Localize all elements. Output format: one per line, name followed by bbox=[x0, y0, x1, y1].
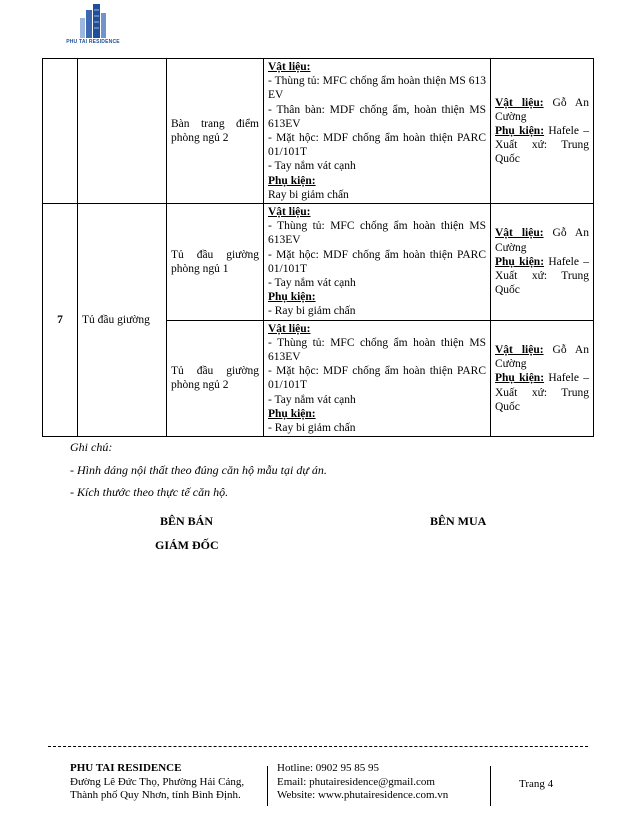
spec-cell bbox=[264, 59, 491, 204]
footer-divider bbox=[48, 746, 588, 747]
note-line: - Hình dáng nội thất theo đúng căn hộ mẫu tại dự án. bbox=[70, 462, 327, 477]
spec-cell bbox=[264, 320, 491, 437]
logo-text: PHU TAI RESIDENCE bbox=[66, 39, 120, 45]
director-label: GIÁM ĐỐC bbox=[155, 538, 219, 552]
footer-separator bbox=[490, 766, 491, 806]
seller-label: BÊN BÁN bbox=[160, 514, 214, 528]
brand-material-label: Vật liệu: bbox=[495, 96, 544, 109]
brand-accessory-label: Phụ kiện: bbox=[495, 124, 545, 137]
spec-line: - Mặt hộc: MDF chống ẩm hoàn thiện PARC 01/101T bbox=[268, 248, 486, 275]
notes-section bbox=[70, 436, 327, 504]
company-logo bbox=[62, 4, 124, 50]
stt-cell bbox=[43, 59, 78, 204]
brand-material-value: Gỗ An Cường bbox=[495, 227, 589, 254]
brand-cell bbox=[491, 204, 594, 321]
buyer-label: BÊN MUA bbox=[430, 514, 487, 528]
accessory-line: Ray bi giảm chấn bbox=[268, 188, 349, 201]
accessory-label: Phụ kiện: bbox=[268, 174, 316, 187]
brand-material-value: Gỗ An Cường bbox=[495, 96, 589, 123]
accessory-line: - Ray bi giảm chấn bbox=[268, 422, 356, 435]
room-cell: Bàn trang điểm phòng ngủ 2 bbox=[167, 59, 264, 204]
brand-material-label: Vật liệu: bbox=[495, 227, 544, 240]
footer-separator bbox=[267, 766, 268, 806]
footer-address-line: Đường Lê Đức Thọ, Phường Hải Cảng, bbox=[70, 775, 245, 788]
furniture-table bbox=[42, 58, 594, 437]
brand-cell bbox=[491, 320, 594, 437]
footer-website: Website: www.phutairesidence.com.vn bbox=[277, 789, 449, 801]
notes-title: Ghi chú: bbox=[70, 440, 113, 454]
page-number: Trang 4 bbox=[519, 778, 554, 790]
stt-cell: 7 bbox=[43, 204, 78, 437]
brand-cell bbox=[491, 59, 594, 204]
brand-accessory-value: Hafele – Xuất xứ: Trung Quốc bbox=[495, 372, 589, 413]
accessory-label: Phụ kiện: bbox=[268, 407, 316, 420]
spec-label: Vật liệu: bbox=[268, 61, 311, 73]
brand-material-label: Vật liệu: bbox=[495, 343, 544, 356]
accessory-label: Phụ kiện: bbox=[268, 291, 316, 304]
brand-material-value: Gỗ An Cường bbox=[495, 343, 589, 371]
name-cell: Tủ đầu giường bbox=[78, 204, 167, 437]
spec-line: - Tay nắm vát cạnh bbox=[268, 160, 356, 173]
building-logo-icon bbox=[73, 4, 113, 38]
spec-line: - Tay nắm vát cạnh bbox=[268, 393, 356, 406]
spec-line: - Thùng tủ: MFC chống ẩm hoàn thiện MS 613EV bbox=[268, 336, 486, 364]
footer-contact bbox=[277, 762, 448, 803]
footer-company bbox=[70, 762, 244, 803]
note-line: - Kích thước theo thực tế căn hộ. bbox=[70, 485, 229, 499]
spec-line: - Mặt hộc: MDF chống ẩm hoàn thiện PARC 01/101T bbox=[268, 365, 486, 392]
footer-email: Email: phutairesidence@gmail.com bbox=[277, 775, 435, 788]
spec-line: - Tay nắm vát cạnh bbox=[268, 277, 356, 290]
brand-accessory-value: Hafele – Xuất xứ: Trung Quốc bbox=[495, 255, 589, 297]
room-cell: Tủ đầu giường phòng ngủ 2 bbox=[167, 320, 264, 437]
table-row bbox=[43, 59, 594, 204]
footer-hotline: Hotline: 0902 95 85 95 bbox=[277, 762, 380, 774]
table-row bbox=[43, 204, 594, 321]
footer-address-line: Thành phố Quy Nhơn, tỉnh Bình Định. bbox=[70, 789, 241, 801]
spec-cell bbox=[264, 204, 491, 321]
spec-line: - Thùng tủ: MFC chống ẩm hoàn thiện MS 613EV bbox=[268, 220, 486, 247]
brand-accessory-value: Hafele – Xuất xứ: Trung Quốc bbox=[495, 124, 589, 166]
spec-label: Vật liệu: bbox=[268, 206, 311, 219]
brand-accessory-label: Phụ kiện: bbox=[495, 372, 545, 385]
spec-line: - Mặt hộc: MDF chống ẩm hoàn thiện PARC 01/101T bbox=[268, 132, 486, 159]
spec-label: Vật liệu: bbox=[268, 322, 311, 335]
room-cell: Tủ đầu giường phòng ngủ 1 bbox=[167, 204, 264, 321]
accessory-line: - Ray bi giảm chấn bbox=[268, 305, 356, 318]
brand-accessory-label: Phụ kiện: bbox=[495, 255, 545, 268]
spec-line: - Thùng tủ: MFC chống ẩm hoàn thiện MS 613 EV bbox=[268, 75, 486, 102]
footer-company-name: PHU TAI RESIDENCE bbox=[70, 762, 182, 774]
spec-line: - Thân bàn: MDF chống ẩm, hoàn thiện MS 613EV bbox=[268, 103, 486, 130]
name-cell bbox=[78, 59, 167, 204]
